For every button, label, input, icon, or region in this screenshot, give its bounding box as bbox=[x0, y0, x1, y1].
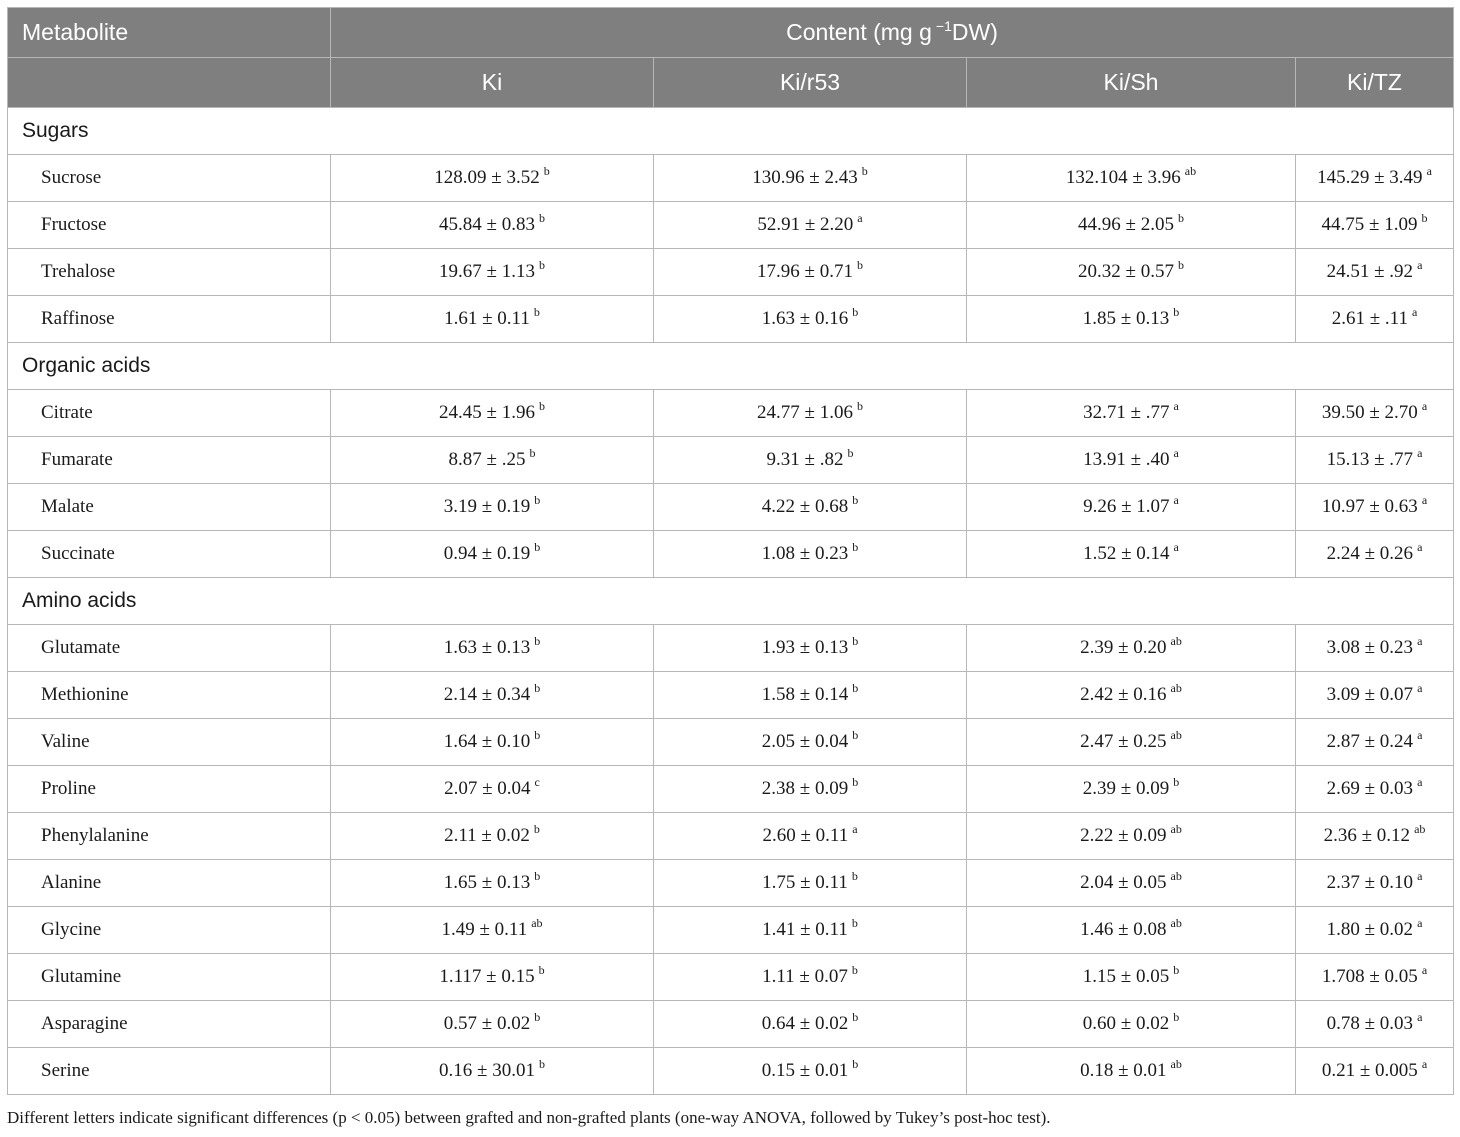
value-text: 2.38 ± 0.09 bbox=[761, 778, 849, 799]
table-row bbox=[8, 390, 1454, 437]
content-suffix: DW) bbox=[951, 19, 998, 45]
significance-letter: b bbox=[852, 681, 859, 695]
significance-letter: b bbox=[538, 211, 545, 225]
significance-letter: b bbox=[543, 164, 550, 178]
column-header-ki-r53: Ki/r53 bbox=[654, 58, 967, 108]
value-cell bbox=[1296, 813, 1454, 860]
value-text: 1.117 ± 0.15 bbox=[439, 966, 535, 987]
table-row bbox=[8, 907, 1454, 954]
value-cell bbox=[331, 296, 654, 343]
value-cell bbox=[654, 672, 967, 719]
value-cell bbox=[967, 249, 1296, 296]
value-text: 128.09 ± 3.52 bbox=[434, 167, 540, 188]
significance-letter: ab bbox=[1170, 822, 1182, 836]
metabolite-name: Fructose bbox=[8, 202, 331, 249]
significance-letter: b bbox=[861, 164, 868, 178]
value-text: 2.11 ± 0.02 bbox=[444, 825, 530, 846]
significance-letter: a bbox=[1411, 305, 1418, 319]
significance-letter: b bbox=[534, 869, 541, 883]
metabolite-name: Phenylalanine bbox=[8, 813, 331, 860]
value-text: 1.58 ± 0.14 bbox=[761, 684, 849, 705]
significance-letter: b bbox=[1173, 1010, 1180, 1024]
value-cell bbox=[331, 860, 654, 907]
value-text: 44.75 ± 1.09 bbox=[1321, 214, 1418, 235]
value-text: 1.61 ± 0.11 bbox=[444, 308, 530, 329]
significance-letter: ab bbox=[1170, 728, 1182, 742]
value-text: 1.11 ± 0.07 bbox=[762, 966, 848, 987]
significance-letter: b bbox=[534, 1010, 541, 1024]
value-text: 13.91 ± .40 bbox=[1083, 449, 1170, 470]
significance-letter: a bbox=[1417, 258, 1423, 272]
value-cell bbox=[654, 202, 967, 249]
table-row bbox=[8, 437, 1454, 484]
significance-letter: b bbox=[852, 493, 859, 507]
significance-letter: a bbox=[1173, 399, 1179, 413]
significance-letter: b bbox=[529, 446, 536, 460]
value-cell bbox=[654, 437, 967, 484]
table-row bbox=[8, 296, 1454, 343]
value-cell bbox=[654, 531, 967, 578]
value-cell bbox=[1296, 719, 1454, 766]
significance-letter: b bbox=[533, 305, 540, 319]
group-row bbox=[8, 343, 1454, 390]
table-row bbox=[8, 625, 1454, 672]
value-cell bbox=[1296, 1048, 1454, 1095]
value-cell bbox=[654, 1001, 967, 1048]
table-row bbox=[8, 1048, 1454, 1095]
group-label: Organic acids bbox=[8, 343, 1454, 390]
value-cell bbox=[654, 719, 967, 766]
significance-letter: b bbox=[1177, 211, 1184, 225]
metabolite-name: Methionine bbox=[8, 672, 331, 719]
value-text: 132.104 ± 3.96 bbox=[1065, 167, 1181, 188]
value-text: 130.96 ± 2.43 bbox=[752, 167, 858, 188]
table-row bbox=[8, 249, 1454, 296]
significance-letter: a bbox=[1421, 1057, 1428, 1071]
significance-letter: b bbox=[852, 634, 859, 648]
significance-letter: ab bbox=[1414, 822, 1426, 836]
table-container bbox=[7, 7, 1453, 1095]
value-cell bbox=[967, 1048, 1296, 1095]
value-text: 3.09 ± 0.07 bbox=[1326, 684, 1414, 705]
significance-letter: b bbox=[1173, 963, 1180, 977]
metabolite-name: Proline bbox=[8, 766, 331, 813]
metabolite-name: Sucrose bbox=[8, 155, 331, 202]
metabolite-name: Valine bbox=[8, 719, 331, 766]
value-cell bbox=[967, 813, 1296, 860]
value-cell bbox=[331, 719, 654, 766]
significance-letter: b bbox=[856, 258, 863, 272]
value-cell bbox=[654, 390, 967, 437]
value-text: 2.22 ± 0.09 bbox=[1080, 825, 1167, 846]
header-row-2 bbox=[8, 58, 1454, 108]
table-row bbox=[8, 531, 1454, 578]
value-text: 2.69 ± 0.03 bbox=[1326, 778, 1414, 799]
value-cell bbox=[654, 155, 967, 202]
value-cell bbox=[1296, 907, 1454, 954]
value-cell bbox=[1296, 155, 1454, 202]
significance-letter: b bbox=[1173, 775, 1180, 789]
value-text: 2.14 ± 0.34 bbox=[443, 684, 531, 705]
value-text: 1.46 ± 0.08 bbox=[1080, 919, 1167, 940]
value-text: 1.63 ± 0.16 bbox=[761, 308, 849, 329]
value-cell bbox=[967, 719, 1296, 766]
significance-letter: c bbox=[534, 775, 540, 789]
significance-letter: a bbox=[1426, 164, 1432, 178]
value-cell bbox=[1296, 484, 1454, 531]
significance-letter: b bbox=[856, 399, 863, 413]
metabolite-name: Succinate bbox=[8, 531, 331, 578]
value-text: 0.21 ± 0.005 bbox=[1321, 1060, 1418, 1081]
significance-letter: ab bbox=[1184, 164, 1197, 178]
value-cell bbox=[967, 625, 1296, 672]
value-cell bbox=[1296, 766, 1454, 813]
value-text: 1.75 ± 0.11 bbox=[762, 872, 848, 893]
value-text: 44.96 ± 2.05 bbox=[1078, 214, 1174, 235]
significance-letter: a bbox=[1417, 446, 1423, 460]
significance-letter: a bbox=[1417, 540, 1423, 554]
significance-letter: ab bbox=[1170, 681, 1182, 695]
significance-letter: b bbox=[538, 258, 545, 272]
table-body bbox=[8, 108, 1454, 1095]
table-row bbox=[8, 954, 1454, 1001]
value-text: 8.87 ± .25 bbox=[448, 449, 526, 470]
table-row bbox=[8, 672, 1454, 719]
significance-letter: b bbox=[852, 540, 859, 554]
value-cell bbox=[1296, 202, 1454, 249]
value-cell bbox=[967, 296, 1296, 343]
significance-letter: b bbox=[1173, 305, 1180, 319]
value-text: 2.37 ± 0.10 bbox=[1326, 872, 1414, 893]
table-row bbox=[8, 766, 1454, 813]
column-header-ki-sh: Ki/Sh bbox=[967, 58, 1296, 108]
metabolite-name: Fumarate bbox=[8, 437, 331, 484]
value-text: 2.39 ± 0.09 bbox=[1082, 778, 1170, 799]
significance-letter: a bbox=[1173, 540, 1179, 554]
significance-letter: ab bbox=[531, 916, 543, 930]
value-text: 24.51 ± .92 bbox=[1326, 261, 1414, 282]
value-cell bbox=[967, 390, 1296, 437]
value-cell bbox=[967, 155, 1296, 202]
value-cell bbox=[1296, 296, 1454, 343]
metabolite-name: Glycine bbox=[8, 907, 331, 954]
header-row-1 bbox=[8, 8, 1454, 58]
value-text: 9.31 ± .82 bbox=[766, 449, 844, 470]
significance-letter: a bbox=[852, 822, 858, 836]
significance-letter: b bbox=[1177, 258, 1184, 272]
value-text: 20.32 ± 0.57 bbox=[1078, 261, 1174, 282]
value-text: 15.13 ± .77 bbox=[1326, 449, 1414, 470]
metabolite-name: Asparagine bbox=[8, 1001, 331, 1048]
value-cell bbox=[331, 249, 654, 296]
value-cell bbox=[1296, 672, 1454, 719]
group-row bbox=[8, 578, 1454, 625]
value-text: 2.39 ± 0.20 bbox=[1080, 637, 1167, 658]
value-text: 1.80 ± 0.02 bbox=[1326, 919, 1414, 940]
content-header bbox=[331, 8, 1454, 58]
value-text: 32.71 ± .77 bbox=[1083, 402, 1170, 423]
value-cell bbox=[654, 907, 967, 954]
metabolite-name: Glutamate bbox=[8, 625, 331, 672]
value-cell bbox=[967, 202, 1296, 249]
value-cell bbox=[331, 625, 654, 672]
value-text: 0.16 ± 30.01 bbox=[439, 1060, 535, 1081]
value-text: 2.47 ± 0.25 bbox=[1080, 731, 1167, 752]
significance-letter: ab bbox=[1170, 869, 1182, 883]
significance-letter: b bbox=[534, 681, 541, 695]
value-cell bbox=[331, 202, 654, 249]
significance-letter: a bbox=[1417, 1010, 1423, 1024]
value-text: 1.52 ± 0.14 bbox=[1083, 543, 1170, 564]
metabolite-name: Glutamine bbox=[8, 954, 331, 1001]
value-cell bbox=[967, 954, 1296, 1001]
value-text: 2.05 ± 0.04 bbox=[761, 731, 849, 752]
value-text: 3.19 ± 0.19 bbox=[443, 496, 531, 517]
value-cell bbox=[331, 813, 654, 860]
value-text: 0.15 ± 0.01 bbox=[761, 1060, 849, 1081]
significance-letter: b bbox=[852, 1010, 859, 1024]
metabolite-name: Malate bbox=[8, 484, 331, 531]
metabolite-name: Alanine bbox=[8, 860, 331, 907]
value-text: 2.04 ± 0.05 bbox=[1080, 872, 1167, 893]
value-text: 2.07 ± 0.04 bbox=[444, 778, 531, 799]
metabolite-name: Raffinose bbox=[8, 296, 331, 343]
value-cell bbox=[1296, 531, 1454, 578]
significance-letter: ab bbox=[1170, 634, 1182, 648]
value-text: 1.93 ± 0.13 bbox=[761, 637, 849, 658]
significance-letter: b bbox=[851, 963, 858, 977]
significance-letter: b bbox=[852, 728, 859, 742]
significance-letter: b bbox=[851, 916, 858, 930]
value-text: 0.60 ± 0.02 bbox=[1082, 1013, 1170, 1034]
significance-letter: a bbox=[1173, 446, 1179, 460]
significance-letter: b bbox=[852, 305, 859, 319]
value-text: 0.78 ± 0.03 bbox=[1326, 1013, 1414, 1034]
significance-letter: b bbox=[533, 822, 540, 836]
value-text: 2.42 ± 0.16 bbox=[1080, 684, 1167, 705]
value-text: 0.94 ± 0.19 bbox=[443, 543, 531, 564]
group-label: Sugars bbox=[8, 108, 1454, 155]
value-text: 1.15 ± 0.05 bbox=[1082, 966, 1170, 987]
table-row bbox=[8, 484, 1454, 531]
value-text: 0.64 ± 0.02 bbox=[761, 1013, 849, 1034]
value-cell bbox=[967, 860, 1296, 907]
value-cell bbox=[967, 437, 1296, 484]
value-text: 1.63 ± 0.13 bbox=[443, 637, 531, 658]
metabolite-name: Trehalose bbox=[8, 249, 331, 296]
content-sup: −1 bbox=[935, 18, 952, 34]
significance-letter: a bbox=[1421, 963, 1428, 977]
significance-letter: a bbox=[1417, 869, 1423, 883]
value-text: 2.87 ± 0.24 bbox=[1326, 731, 1414, 752]
value-cell bbox=[1296, 954, 1454, 1001]
value-text: 2.36 ± 0.12 bbox=[1323, 825, 1411, 846]
value-text: 10.97 ± 0.63 bbox=[1321, 496, 1418, 517]
value-text: 39.50 ± 2.70 bbox=[1321, 402, 1418, 423]
value-cell bbox=[654, 484, 967, 531]
value-text: 0.57 ± 0.02 bbox=[443, 1013, 531, 1034]
value-text: 1.65 ± 0.13 bbox=[443, 872, 531, 893]
value-cell bbox=[1296, 860, 1454, 907]
value-cell bbox=[1296, 1001, 1454, 1048]
value-text: 1.64 ± 0.10 bbox=[443, 731, 531, 752]
significance-letter: b bbox=[534, 540, 541, 554]
significance-letter: a bbox=[857, 211, 863, 225]
value-cell bbox=[654, 766, 967, 813]
significance-letter: b bbox=[852, 775, 859, 789]
value-text: 24.45 ± 1.96 bbox=[439, 402, 535, 423]
footnote: Different letters indicate significant differences (p < 0.05) between grafted and non-grafted plants (one-way ANOVA, followed by Tukey’s post-hoc test). bbox=[7, 1108, 1051, 1127]
significance-letter: a bbox=[1173, 493, 1179, 507]
table-row bbox=[8, 860, 1454, 907]
significance-letter: a bbox=[1417, 728, 1423, 742]
significance-letter: b bbox=[534, 728, 541, 742]
value-cell bbox=[1296, 390, 1454, 437]
value-cell bbox=[967, 1001, 1296, 1048]
significance-letter: b bbox=[852, 1057, 859, 1071]
group-label: Amino acids bbox=[8, 578, 1454, 625]
value-cell bbox=[654, 296, 967, 343]
column-header-ki-tz: Ki/TZ bbox=[1296, 58, 1454, 108]
content-prefix: Content (mg g bbox=[786, 19, 932, 45]
value-text: 19.67 ± 1.13 bbox=[439, 261, 535, 282]
significance-letter: a bbox=[1417, 916, 1423, 930]
value-text: 4.22 ± 0.68 bbox=[761, 496, 849, 517]
value-text: 9.26 ± 1.07 bbox=[1083, 496, 1170, 517]
value-text: 1.85 ± 0.13 bbox=[1082, 308, 1170, 329]
table-row bbox=[8, 202, 1454, 249]
value-text: 45.84 ± 0.83 bbox=[439, 214, 535, 235]
significance-letter: b bbox=[1421, 211, 1428, 225]
value-cell bbox=[967, 484, 1296, 531]
significance-letter: a bbox=[1421, 493, 1428, 507]
value-cell bbox=[654, 1048, 967, 1095]
value-cell bbox=[654, 860, 967, 907]
value-cell bbox=[967, 531, 1296, 578]
value-cell bbox=[331, 437, 654, 484]
table-row bbox=[8, 1001, 1454, 1048]
value-text: 2.61 ± .11 bbox=[1331, 308, 1408, 329]
significance-letter: b bbox=[851, 869, 858, 883]
significance-letter: b bbox=[847, 446, 854, 460]
significance-letter: ab bbox=[1170, 916, 1182, 930]
value-cell bbox=[654, 625, 967, 672]
significance-letter: a bbox=[1417, 681, 1423, 695]
value-cell bbox=[331, 531, 654, 578]
value-cell bbox=[1296, 249, 1454, 296]
metabolite-table bbox=[7, 7, 1454, 1095]
value-text: 3.08 ± 0.23 bbox=[1326, 637, 1414, 658]
column-header-ki: Ki bbox=[331, 58, 654, 108]
significance-letter: b bbox=[538, 963, 545, 977]
significance-letter: b bbox=[534, 493, 541, 507]
blank-header bbox=[8, 58, 331, 108]
value-text: 1.708 ± 0.05 bbox=[1321, 966, 1418, 987]
value-text: 145.29 ± 3.49 bbox=[1317, 167, 1423, 188]
value-cell bbox=[331, 672, 654, 719]
significance-letter: a bbox=[1417, 634, 1423, 648]
value-cell bbox=[654, 954, 967, 1001]
significance-letter: b bbox=[538, 1057, 545, 1071]
metabolite-name: Citrate bbox=[8, 390, 331, 437]
value-cell bbox=[331, 907, 654, 954]
significance-letter: b bbox=[534, 634, 541, 648]
value-text: 1.49 ± 0.11 bbox=[441, 919, 528, 940]
value-cell bbox=[331, 484, 654, 531]
value-text: 0.18 ± 0.01 bbox=[1080, 1060, 1167, 1081]
table-row bbox=[8, 813, 1454, 860]
value-text: 17.96 ± 0.71 bbox=[757, 261, 853, 282]
table-row bbox=[8, 155, 1454, 202]
significance-letter: ab bbox=[1170, 1057, 1182, 1071]
metabolite-name: Serine bbox=[8, 1048, 331, 1095]
value-cell bbox=[967, 907, 1296, 954]
value-cell bbox=[654, 813, 967, 860]
significance-letter: a bbox=[1417, 775, 1423, 789]
value-text: 52.91 ± 2.20 bbox=[757, 214, 854, 235]
value-cell bbox=[967, 672, 1296, 719]
value-text: 2.60 ± 0.11 bbox=[762, 825, 849, 846]
value-cell bbox=[1296, 625, 1454, 672]
value-text: 2.24 ± 0.26 bbox=[1326, 543, 1414, 564]
value-cell bbox=[654, 249, 967, 296]
significance-letter: b bbox=[538, 399, 545, 413]
group-row bbox=[8, 108, 1454, 155]
value-text: 1.08 ± 0.23 bbox=[761, 543, 849, 564]
table-row bbox=[8, 719, 1454, 766]
value-cell bbox=[331, 766, 654, 813]
value-cell bbox=[1296, 437, 1454, 484]
value-text: 24.77 ± 1.06 bbox=[757, 402, 853, 423]
value-text: 1.41 ± 0.11 bbox=[762, 919, 848, 940]
value-cell bbox=[331, 954, 654, 1001]
value-cell bbox=[331, 390, 654, 437]
value-cell bbox=[967, 766, 1296, 813]
value-cell bbox=[331, 1001, 654, 1048]
metabolite-header: Metabolite bbox=[8, 8, 331, 58]
value-cell bbox=[331, 1048, 654, 1095]
value-cell bbox=[331, 155, 654, 202]
significance-letter: a bbox=[1421, 399, 1428, 413]
